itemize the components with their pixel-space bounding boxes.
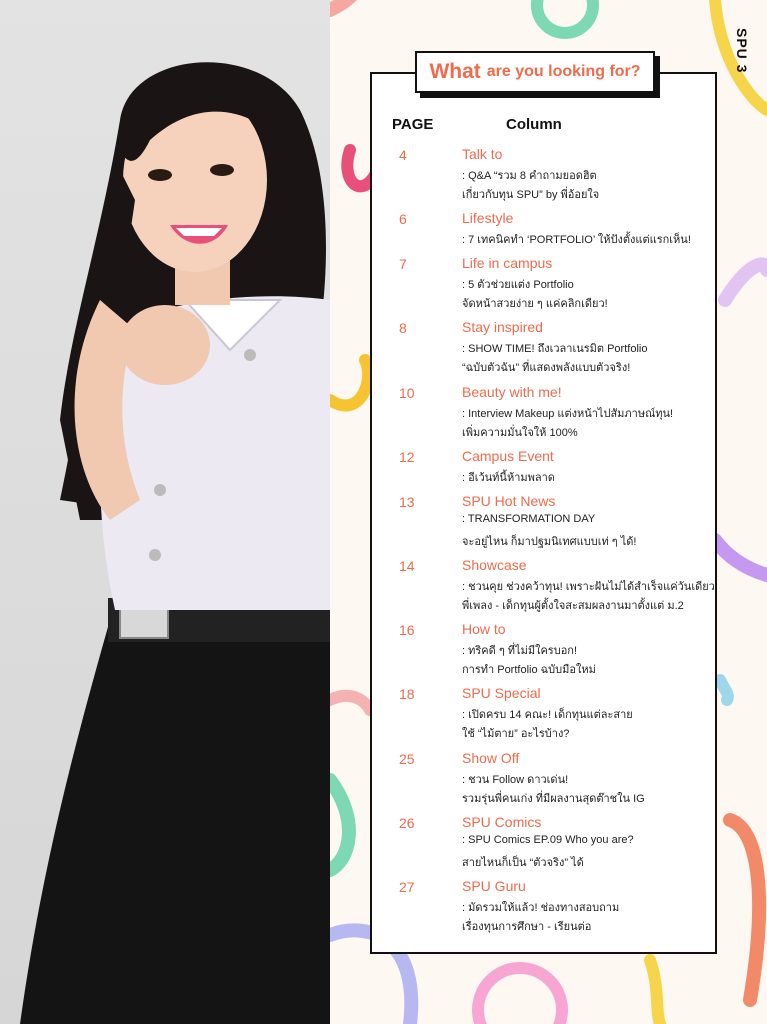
entry-page: 18 — [399, 686, 415, 703]
contents-entry[interactable] — [370, 256, 717, 320]
entry-desc-1: : TRANSFORMATION DAY — [462, 512, 596, 525]
contents-entry[interactable] — [370, 147, 717, 211]
entry-page: 12 — [399, 448, 415, 465]
entry-heading: Campus Event — [462, 447, 554, 464]
entry-desc-2: เรื่องทุนการศึกษา - เรียนต่อ — [462, 920, 592, 933]
entry-desc-1: : ชวนคุย ช่วงคว้าทุน! เพราะฝันไม่ได้สำเร็จแค่วันเดียว — [462, 580, 715, 593]
entry-heading: How to — [462, 621, 506, 638]
contents-entry[interactable] — [370, 494, 717, 558]
contents-entry[interactable] — [370, 815, 717, 879]
entry-desc-2: “ฉบับตัวฉัน” ที่แสดงพลังแบบตัวจริง! — [462, 362, 631, 375]
column-header: Column — [506, 116, 562, 133]
contents-entry[interactable] — [370, 622, 717, 686]
contents-entry[interactable] — [370, 320, 717, 384]
entry-desc-2: เพิ่มความมั่นใจให้ 100% — [462, 426, 578, 439]
entry-heading: SPU Guru — [462, 877, 526, 894]
entry-desc-1: : มัดรวมให้แล้ว! ช่องทางสอบถาม — [462, 901, 620, 914]
entry-desc-2: การทำ Portfolio ฉบับมือใหม่ — [462, 664, 596, 677]
entry-page: 26 — [399, 814, 415, 831]
entry-desc-2: จัดหน้าสวยง่าย ๆ แค่คลิกเดียว! — [462, 298, 608, 311]
title-what: What — [429, 60, 481, 83]
entry-heading: Showcase — [462, 556, 527, 573]
entry-page: 6 — [399, 211, 407, 228]
entry-desc-1: : อีเว้นท์นี้ห้ามพลาด — [462, 471, 555, 484]
entry-desc-1: : 5 ตัวช่วยแต่ง Portfolio — [462, 279, 574, 292]
entry-desc-1: : SHOW TIME! ถึงเวลาเนรมิต Portfolio — [462, 343, 648, 356]
entry-desc-2: ใช้ “ไม้ตาย” อะไรบ้าง? — [462, 728, 570, 741]
entry-desc-1: : Interview Makeup แต่งหน้าไปสัมภาษณ์ทุน! — [462, 407, 674, 420]
entry-desc-2: เกี่ยวกับทุน SPU” by พี่อ้อยใจ — [462, 189, 600, 201]
contents-entry[interactable] — [370, 211, 717, 256]
entry-page: 4 — [399, 147, 407, 163]
contents-entry[interactable] — [370, 686, 717, 750]
entry-heading: SPU Hot News — [462, 492, 556, 509]
entry-desc-1: : Q&A “รวม 8 คำถามยอดฮิต — [462, 170, 597, 182]
page-column-header: PAGE — [392, 116, 434, 133]
entry-heading: Life in campus — [462, 255, 553, 272]
entry-heading: SPU Special — [462, 685, 541, 702]
entry-desc-1: : ทริคดี ๆ ที่ไม่มีใครบอก! — [462, 645, 578, 658]
contents-list — [370, 147, 717, 943]
entry-desc-1: : 7 เทคนิคทำ ‘PORTFOLIO’ ให้ปังตั้งแต่แรกเห็น! — [462, 234, 691, 247]
contents-title — [415, 51, 655, 93]
entry-desc-2: รวมรุ่นพี่คนเก่ง ที่มีผลงานสุดต๊าชใน IG — [462, 792, 645, 805]
entry-heading: Talk to — [462, 146, 503, 162]
entry-heading: Lifestyle — [462, 210, 514, 227]
entry-desc-2: จะอยู่ไหน ก็มาปฐมนิเทศแบบเท่ ๆ ได้! — [462, 535, 637, 548]
entry-page: 27 — [399, 878, 415, 895]
entry-desc-2: สายไหนก็เป็น “ตัวจริง” ได้ — [462, 856, 584, 869]
entry-page: 25 — [399, 750, 415, 767]
entry-heading: Beauty with me! — [462, 383, 562, 400]
entry-page: 13 — [399, 493, 415, 510]
entry-desc-1: : SPU Comics EP.09 Who you are? — [462, 833, 634, 846]
entry-page: 14 — [399, 557, 415, 574]
brand-mark: SPU 3 — [734, 28, 750, 74]
contents-entry[interactable] — [370, 751, 717, 815]
entry-heading: SPU Comics — [462, 813, 542, 830]
contents-entry[interactable] — [370, 385, 717, 449]
contents-entry[interactable] — [370, 449, 717, 494]
entry-heading: Show Off — [462, 749, 520, 766]
student-illustration — [0, 0, 330, 1024]
student-photo — [0, 0, 330, 1024]
contents-entry[interactable] — [370, 558, 717, 622]
entry-page: 10 — [399, 384, 415, 401]
entry-heading: Stay inspired — [462, 319, 543, 336]
entry-page: 7 — [399, 256, 407, 273]
title-rest: are you looking for? — [486, 63, 641, 80]
entry-page: 8 — [399, 320, 407, 337]
contents-entry[interactable] — [370, 879, 717, 943]
entry-desc-2: พี่เพลง - เด็กทุนผู้ตั้งใจสะสมผลงานมาตั้งแต่ ม.2 — [462, 599, 684, 612]
entry-desc-1: : ชวน Follow ดาวเด่น! — [462, 773, 569, 786]
entry-desc-1: : เปิดครบ 14 คณะ! เด็กทุนแต่ละสาย — [462, 709, 633, 722]
entry-page: 16 — [399, 622, 415, 639]
